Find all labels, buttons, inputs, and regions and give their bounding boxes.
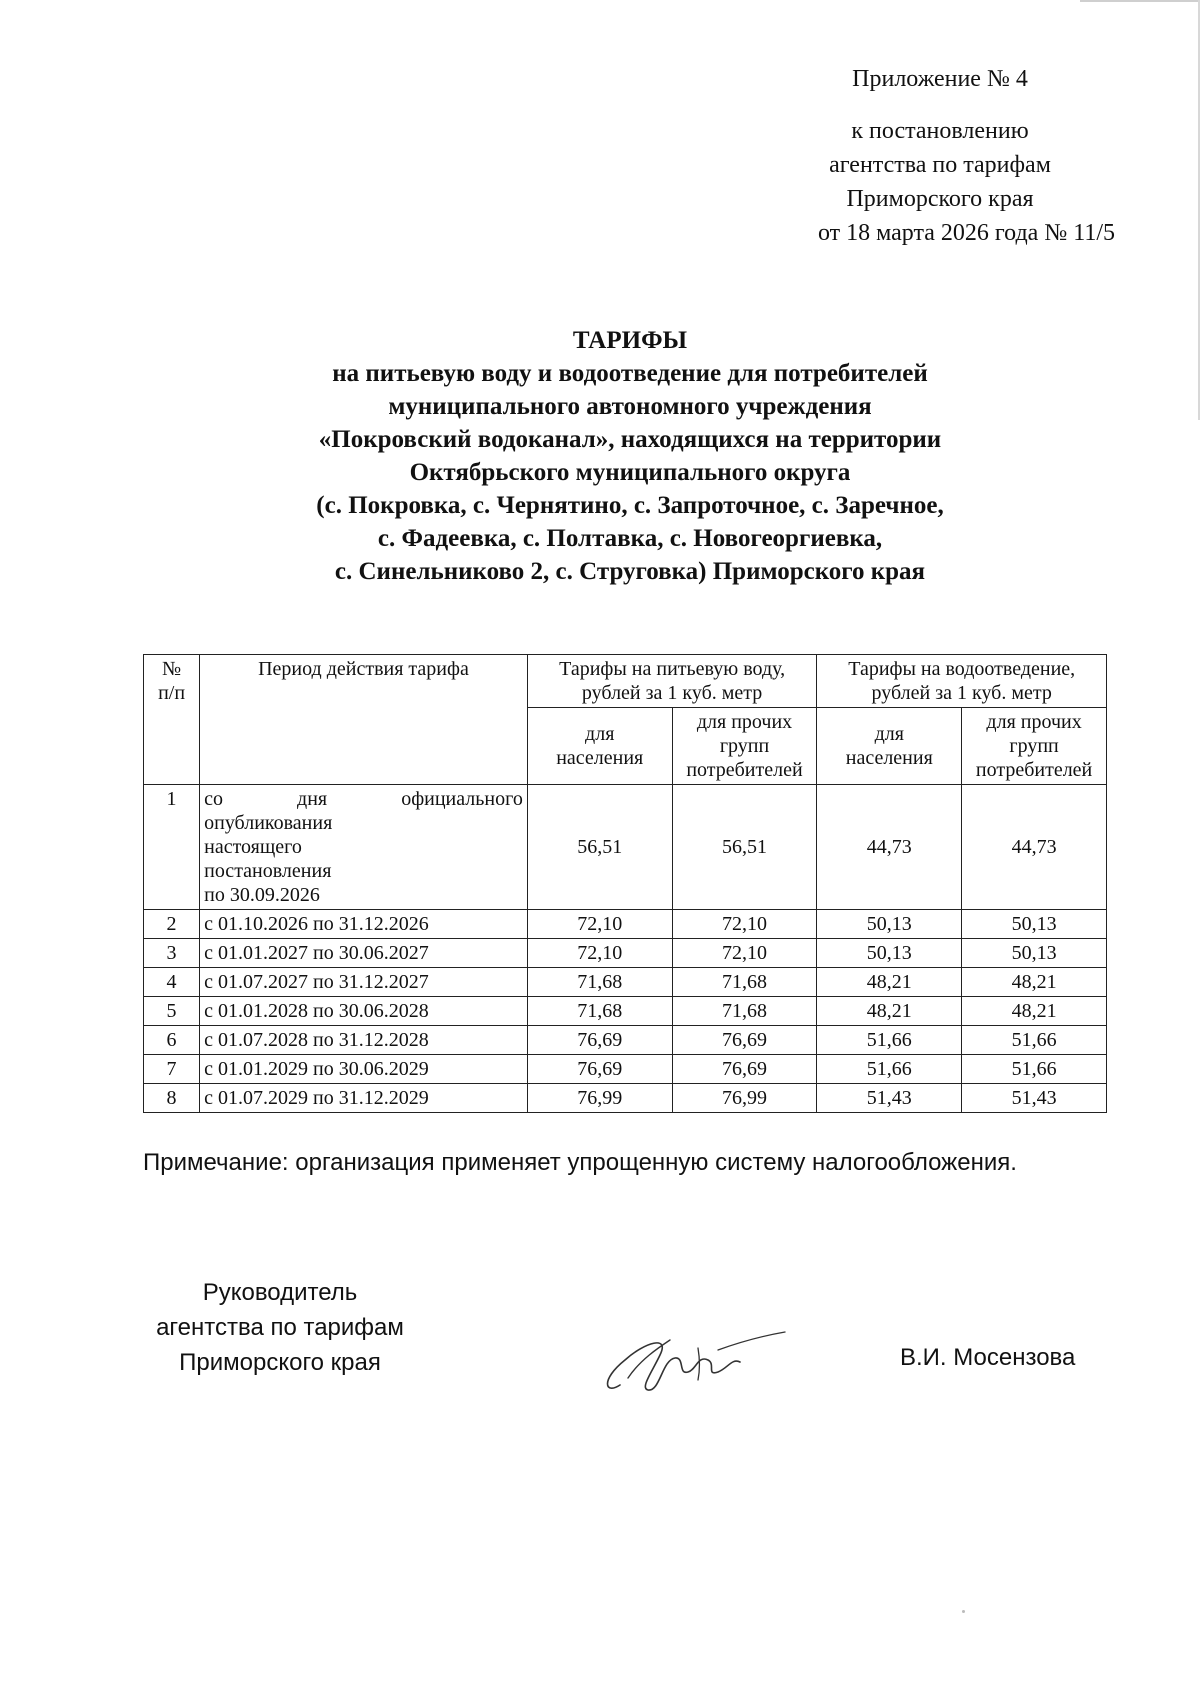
appendix-title-block — [740, 62, 1140, 114]
table-row — [144, 1026, 1107, 1055]
water-population-value: 72,10 — [527, 910, 672, 939]
appendix-line: Приморского края — [846, 186, 1034, 212]
row-number: 7 — [144, 1055, 200, 1084]
header-water-title: Тарифы на питьевую воду, — [559, 658, 786, 680]
subheader-text: населения — [556, 747, 644, 769]
period-line: со дня официального — [204, 788, 523, 810]
title-heading: ТАРИФЫ — [572, 327, 688, 354]
signer-position-line: Руководитель — [202, 1279, 358, 1306]
table-row — [144, 997, 1107, 1026]
subheader-text: населения — [845, 747, 933, 769]
sewer-other-value: 50,13 — [962, 910, 1107, 939]
row-period: с 01.01.2027 по 30.06.2027 — [200, 939, 528, 968]
signer-position-line: Приморского края — [179, 1349, 381, 1376]
water-other-value: 76,69 — [672, 1055, 817, 1084]
header-sewer-title: Тарифы на водоотведение, — [848, 658, 1076, 680]
table-row — [144, 785, 1107, 910]
water-other-value: 71,68 — [672, 968, 817, 997]
sewer-population-value: 44,73 — [817, 785, 962, 910]
row-number: 4 — [144, 968, 200, 997]
appendix-reference — [740, 114, 1140, 216]
appendix-title: Приложение № 4 — [852, 66, 1028, 92]
title-line: с. Синельниково 2, с. Струговка) Приморского края — [334, 558, 926, 585]
row-period: с 01.01.2029 по 30.06.2029 — [200, 1055, 528, 1084]
header-water-population — [527, 708, 672, 785]
table-row — [144, 939, 1107, 968]
period-line: постановления — [204, 860, 332, 882]
subheader-text: для прочих — [986, 711, 1082, 733]
sewer-other-value: 51,66 — [962, 1055, 1107, 1084]
subheader-text: групп — [719, 735, 770, 757]
sewer-other-value: 50,13 — [962, 939, 1107, 968]
water-population-value: 71,68 — [527, 997, 672, 1026]
period-line: настоящего — [204, 836, 302, 858]
header-number — [144, 655, 200, 785]
water-other-value: 76,99 — [672, 1084, 817, 1113]
water-other-value: 72,10 — [672, 939, 817, 968]
title-line: Октябрьского муниципального округа — [409, 459, 851, 486]
sewer-population-value: 50,13 — [817, 910, 962, 939]
subheader-text: потребителей — [975, 759, 1093, 781]
signer-name: В.И. Мосензова — [900, 1344, 1076, 1371]
sewer-other-value: 48,21 — [962, 997, 1107, 1026]
appendix-date: от 18 марта 2026 года № 11/5 — [817, 220, 1115, 246]
row-number: 8 — [144, 1084, 200, 1113]
header-sewer-other — [962, 708, 1107, 785]
water-other-value: 71,68 — [672, 997, 817, 1026]
sewer-other-value: 51,43 — [962, 1084, 1107, 1113]
table-row — [144, 910, 1107, 939]
water-other-value: 76,69 — [672, 1026, 817, 1055]
row-number: 3 — [144, 939, 200, 968]
period-line: опубликования — [204, 812, 333, 834]
tax-note: Примечание: организация применяет упрощенную систему налогообложения. — [143, 1149, 1017, 1176]
scan-speck — [962, 1610, 965, 1613]
sewer-population-value: 51,66 — [817, 1055, 962, 1084]
table-row — [144, 968, 1107, 997]
header-water — [527, 655, 817, 708]
row-period: с 01.07.2029 по 31.12.2029 — [200, 1084, 528, 1113]
sewer-population-value: 51,66 — [817, 1026, 962, 1055]
title-line: (с. Покровка, с. Чернятино, с. Запроточное, с. Заречное, — [316, 492, 944, 519]
scan-edge-top — [1080, 0, 1200, 2]
row-period: с 01.07.2027 по 31.12.2027 — [200, 968, 528, 997]
water-population-value: 76,99 — [527, 1084, 672, 1113]
sewer-population-value: 48,21 — [817, 997, 962, 1026]
header-sewer-unit: рублей за 1 куб. метр — [871, 682, 1052, 704]
header-number-symbol: № — [162, 658, 182, 680]
water-other-value: 72,10 — [672, 910, 817, 939]
sewer-other-value: 48,21 — [962, 968, 1107, 997]
appendix-line: агентства по тарифам — [829, 152, 1051, 178]
row-number: 5 — [144, 997, 200, 1026]
water-population-value: 76,69 — [527, 1055, 672, 1084]
title-line: муниципального автономного учреждения — [388, 393, 872, 420]
title-line: на питьевую воду и водоотведение для потребителей — [332, 360, 928, 387]
row-period: с 01.01.2028 по 30.06.2028 — [200, 997, 528, 1026]
row-number: 1 — [144, 785, 200, 910]
water-population-value: 56,51 — [527, 785, 672, 910]
water-population-value: 71,68 — [527, 968, 672, 997]
table-row — [144, 1084, 1107, 1113]
sewer-population-value: 51,43 — [817, 1084, 962, 1113]
row-period: с 01.10.2026 по 31.12.2026 — [200, 910, 528, 939]
sewer-population-value: 48,21 — [817, 968, 962, 997]
subheader-text: групп — [1009, 735, 1059, 757]
period-line: по 30.09.2026 — [204, 884, 320, 906]
water-other-value: 56,51 — [672, 785, 817, 910]
water-population-value: 76,69 — [527, 1026, 672, 1055]
header-sewer-population — [817, 708, 962, 785]
table-row — [144, 1055, 1107, 1084]
header-period: Период действия тарифа — [200, 655, 528, 785]
subheader-text: потребителей — [686, 759, 803, 781]
subheader-text: для прочих — [696, 711, 793, 733]
title-line: с. Фадеевка, с. Полтавка, с. Новогеоргиевка, — [377, 525, 883, 552]
tariffs-table — [143, 654, 1107, 1113]
appendix-line: к постановлению — [851, 118, 1029, 144]
header-water-unit: рублей за 1 куб. метр — [581, 682, 763, 704]
subheader-text: для — [585, 723, 615, 745]
row-period: с 01.07.2028 по 31.12.2028 — [200, 1026, 528, 1055]
header-water-other — [672, 708, 817, 785]
signer-position — [140, 1275, 420, 1380]
row-period — [200, 785, 528, 910]
sewer-population-value: 50,13 — [817, 939, 962, 968]
table-header-row — [144, 655, 1107, 708]
subheader-text: для — [874, 723, 904, 745]
handwritten-signature — [600, 1300, 790, 1410]
water-population-value: 72,10 — [527, 939, 672, 968]
document-title — [100, 324, 1160, 588]
header-sewer — [817, 655, 1107, 708]
row-number: 2 — [144, 910, 200, 939]
row-number: 6 — [144, 1026, 200, 1055]
title-line: «Покровский водоканал», находящихся на территории — [318, 426, 942, 453]
sewer-other-value: 51,66 — [962, 1026, 1107, 1055]
signer-position-line: агентства по тарифам — [156, 1314, 404, 1341]
header-number-label: п/п — [158, 682, 186, 704]
sewer-other-value: 44,73 — [962, 785, 1107, 910]
